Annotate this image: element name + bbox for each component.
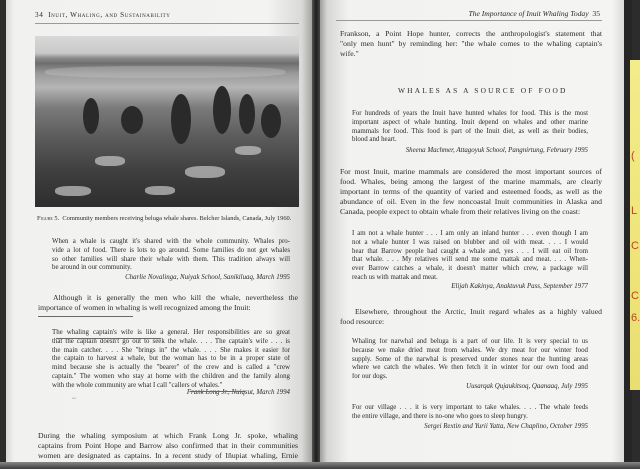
- text-line: because we make dried meat from whales. We dry meat for our winter food: [352, 346, 588, 354]
- text-line: women are designated as captains. In a recent study of Iñupiat whaling, Ernie: [38, 451, 298, 460]
- sticky-notes: [630, 60, 640, 390]
- margin-mark: L: [631, 205, 638, 217]
- section-heading: WHALES AS A SOURCE OF FOOD: [398, 86, 568, 95]
- text-line: ever Barrow catches a whale, it doesn't matter which crew, a package will: [352, 265, 588, 273]
- text-line: vide a lot of food. There is lots to go around. Some families do not get whales: [52, 246, 290, 254]
- figure-caption-text: Community members receiving beluga whale shares. Belcher Islands, Canada, July 1960.: [62, 215, 292, 222]
- page-number: 35: [592, 9, 600, 18]
- header-rule: [35, 23, 299, 24]
- text-line: food. Whales, being among the largest of the marine mammals, are clearly: [340, 177, 602, 186]
- text-line: Canada, people expect to obtain whale from their relatives living on the coast:: [340, 207, 581, 216]
- text-line: "only men hunt" by reminding her: "the whale comes to the whaling captain's: [340, 39, 602, 48]
- text-line: so other families will share their whale with them. This tradition always will: [52, 255, 290, 263]
- quote-attribution: Frank Long Jr., Nuiqsut, March 1994: [186, 389, 290, 396]
- text-line: importance of women in whaling is well recognized among the Inuit:: [38, 303, 251, 312]
- text-line: hear that Barrow people had caught a whale and, yes . . . I will eat oil from: [352, 247, 588, 255]
- text-line: abundance of oil. Even in the few noncoastal Inuit communities in Alaska and: [340, 197, 602, 206]
- running-title: Inuit, Whaling, and Sustainability: [48, 11, 171, 19]
- text-line: the captain to harvest a whale, but the woman has to be in a proper state of: [52, 355, 290, 363]
- header-rule: [336, 20, 602, 21]
- text-line: with the whole community are what I call "callers of whales.": [52, 381, 223, 389]
- text-line: Whaling for narwhal and beluga is a part of our life. It is very special to us: [352, 338, 588, 345]
- text-line: Elsewhere, throughout the Arctic, Inuit regard whales as a highly valued: [355, 307, 602, 316]
- text-line: I am not a whale hunter . . . I am only an inland hunter . . . even though I am: [352, 230, 588, 237]
- text-line: Although it is generally the men who kill the whale, nevertheless the: [53, 293, 298, 302]
- text-line: For hundreds of years the Inuit have hunted whales for food. This is the most: [352, 110, 588, 117]
- left-running-header: [35, 11, 170, 19]
- text-line: For our village . . . it is very important to take whales. . . . The whale feeds: [352, 404, 588, 411]
- text-line: not a whale hunter I was raised on blubber and oil with meat. . . . I would: [352, 238, 588, 246]
- pencil-underline: [56, 338, 161, 339]
- text-line: food resource:: [340, 317, 385, 326]
- running-title: The Importance of Inuit Whaling Today: [468, 9, 589, 18]
- text-line: supply. Some of the narwhal is preserved under stones near the hunting areas: [352, 355, 588, 363]
- figure-photo: [35, 36, 299, 207]
- quote-attribution: Sergei Rextin and Yurii Yatta, New Chaplino, October 1995: [424, 423, 588, 430]
- text-line: important aspect of whale hunting. Inuit depend on whales and other marine: [352, 118, 588, 126]
- margin-mark: 6.: [631, 312, 640, 324]
- text-line: The whaling captain's wife is like a general. Her responsibilities are so great: [52, 329, 290, 336]
- text-line: blood and heart.: [352, 136, 397, 144]
- book-gutter: [312, 0, 320, 469]
- text-line: wife.": [340, 49, 359, 58]
- figure-label: Figure 5.: [37, 215, 60, 222]
- body-paragraph: [38, 293, 298, 313]
- text-line: captains from Point Hope and Barrow also confirmed that in their communities: [38, 441, 298, 450]
- quote-block: [52, 238, 290, 273]
- figure-caption: [37, 215, 303, 222]
- quote-attribution: Uusarqak Qujaukitsoq, Qaanaaq, July 1995: [466, 383, 588, 390]
- quote-block: [352, 230, 588, 283]
- quote-block: [352, 338, 588, 382]
- text-line: the main catcher. . . . She "brings in" the whale. . . . She makes it easier for: [52, 346, 290, 354]
- text-line: During the whaling symposium at which Frank Long Jr. spoke, whaling: [38, 431, 298, 440]
- text-line: the entire village, and there is no-one who goes to sleep hungry.: [352, 412, 528, 420]
- margin-mark: (: [631, 150, 635, 162]
- pencil-underline: [38, 316, 133, 317]
- text-line: reach us with mattak and meat.: [352, 273, 438, 281]
- text-line: For most Inuit, marine mammals are considered the most important sources of: [340, 167, 602, 176]
- quote-attribution: Sheena Machmer, Attagoyuk School, Pangnirtung, February 1995: [405, 147, 588, 154]
- right-running-header: [420, 9, 600, 18]
- pencil-mark: ~: [72, 395, 76, 403]
- text-line: mind because she is actually the "bearer" of the crew and is called a "crew: [52, 364, 290, 372]
- body-paragraph: [340, 307, 602, 327]
- text-line: captain." The women who stay at home with the children and the family along: [52, 372, 290, 380]
- text-line: When a whale is caught it's shared with the whole community. Whales pro-: [52, 238, 290, 245]
- text-line: that whale. . . . My relatives will send me some mattak and meat. . . . When-: [352, 256, 588, 264]
- page-number: 34: [35, 11, 44, 19]
- body-paragraph: [340, 29, 602, 59]
- quote-block: [352, 110, 588, 145]
- margin-mark: C: [631, 240, 639, 252]
- bottom-shadow: [0, 462, 640, 469]
- quote-attribution: Elijah Kakinya, Anaktuvuk Pass, September 1977: [451, 283, 588, 290]
- quote-block: [352, 404, 588, 422]
- text-line: for our dogs.: [352, 373, 388, 381]
- quote-attribution: Charlie Novalinga, Nuiyak School, Sanikiluaq, March 1995: [125, 274, 290, 281]
- text-line: important in terms of the quantity of varied and esteemed foods, as well as the: [340, 187, 602, 196]
- pencil-underline: [190, 391, 245, 392]
- text-line: where we catch the whales. We then fetch it in winter for our own food and: [352, 364, 588, 372]
- text-line: Frankson, a Point Hope hunter, corrects the anthropologist's statement that: [340, 29, 602, 38]
- body-paragraph: [38, 431, 298, 461]
- text-line: be around in our community.: [52, 264, 132, 272]
- body-paragraph: [340, 167, 602, 217]
- text-line: that the captain doesn't go out to seek the whale. . . . The captain's wife . . . is: [52, 337, 290, 345]
- text-line: mammals for food. This food is part of the Inuit diet, as well as their bodies,: [352, 127, 588, 135]
- margin-mark: C: [631, 290, 639, 302]
